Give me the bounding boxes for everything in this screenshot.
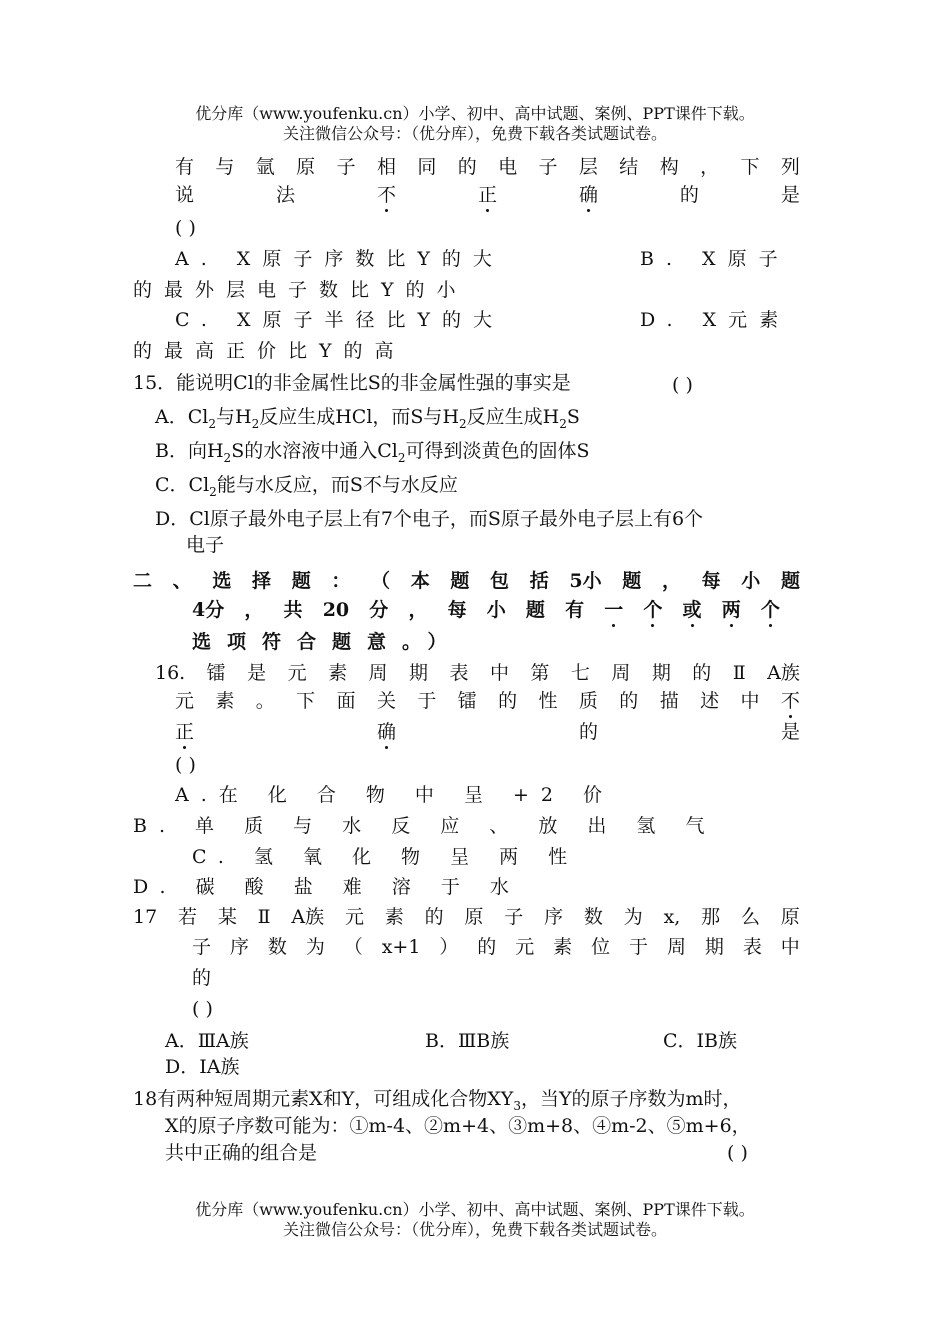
q17-option-a: A．ⅢA族 — [165, 1030, 249, 1052]
header-line-2: 关注微信公众号：（优分库），免费下载各类试题试卷。 — [282, 124, 667, 143]
q18-answer-paren: ( ) — [727, 1142, 748, 1164]
q14-option-b-part1: B. X原子 — [640, 248, 790, 270]
section-2-heading-line-2: 4分 ， 共 20 分 ， 每 小 题 有 一 个 或 两 个 — [192, 599, 780, 621]
q16-option-c: C. 氢 氧 化 物 呈 两 性 — [192, 846, 580, 868]
q17-option-d: D．ⅠA族 — [165, 1056, 240, 1078]
section-2-heading-line-3: 选项符合题意。） — [192, 631, 463, 653]
q15-option-d-line-1: D．Cl原子最外电子层上有7个电子，而S原子最外电子层上有6个 — [155, 508, 704, 530]
q14-stem-line-1: 有 与 氩 原 子 相 同 的 电 子 层 结 构 ， 下 列 — [175, 156, 800, 178]
q16-option-b: B. 单 质 与 水 反 应 、 放 出 氢 气 — [133, 815, 717, 837]
q14-option-d-part2: 的最高正价比Y的高 — [133, 340, 406, 362]
q16-stem-line-1: 16. 镭 是 元 素 周 期 表 中 第 七 周 期 的 Ⅱ A族 — [155, 662, 800, 684]
emphasis-mark: 一 — [604, 599, 624, 621]
q15-answer-paren: ( ) — [672, 374, 693, 396]
emphasis-mark: 确 — [376, 721, 396, 743]
q15-option-a: A．$Cl_2$与$H_2$反应生成HCl，而S与$H_2$反应生成$H_2S$ — [155, 406, 580, 431]
q14-stem-line-2: 说 法 不 正 确 的 是 — [175, 184, 800, 206]
q14-option-c: C. X原子半径比Y的大 — [175, 309, 505, 331]
q18-stem-line-1: 18有两种短周期元素X和Y，可组成化合物$XY_3$，当Y的原子序数为m时， — [133, 1088, 742, 1113]
q14-option-d-part1: D. X元素 — [640, 309, 791, 331]
q18-stem-line-3: 共中正确的组合是 — [165, 1142, 318, 1164]
q14-answer-paren: ( ) — [175, 217, 196, 239]
emphasis-mark: 不 — [376, 184, 396, 206]
q18-stem-line-2: X的原子序数可能为：①m-4、②m+4、③m+8、④m-2、⑤m+6， — [165, 1115, 751, 1137]
footer-line-1: 优分库（www.youfenku.cn）小学、初中、高中试题、案例、PPT课件下载。 — [195, 1200, 755, 1219]
q16-stem-line-2: 元 素 。 下 面 关 于 镭 的 性 质 的 描 述 中 不 — [175, 690, 800, 712]
emphasis-mark: 确 — [578, 184, 598, 206]
q14-option-b-part2: 的最外层电子数比Y的小 — [133, 279, 468, 301]
emphasis-mark: 或 — [682, 599, 702, 621]
q14-option-a: A. X原子序数比Y的大 — [175, 248, 504, 270]
footer-line-2: 关注微信公众号：（优分库），免费下载各类试题试卷。 — [282, 1220, 667, 1239]
emphasis-mark: 个 — [760, 599, 780, 621]
emphasis-mark: 正 — [175, 721, 195, 743]
q15-option-b: B．向$H_2S$的水溶液中通入$Cl_2$可得到淡黄色的固体S — [155, 440, 590, 465]
emphasis-mark: 个 — [643, 599, 663, 621]
q16-stem-line-3: 正 确 的 是 — [175, 721, 800, 743]
q16-option-d: D. 碳 酸 盐 难 溶 于 水 — [133, 876, 521, 898]
section-2-heading-line-1: 二 、 选 择 题 ： （ 本 题 包 括 5小 题 ， 每 小 题 — [133, 570, 800, 592]
emphasis-mark: 正 — [477, 184, 497, 206]
q16-answer-paren: ( ) — [175, 754, 196, 776]
q15-option-c: C．$Cl_2$能与水反应，而S不与水反应 — [155, 474, 458, 499]
q16-option-a: A.在 化 合 物 中 呈 +2 价 — [175, 784, 615, 806]
q17-stem-line-3: 的 — [192, 967, 212, 989]
q17-option-c: C．ⅠB族 — [663, 1030, 738, 1052]
emphasis-mark: 两 — [721, 599, 741, 621]
q17-stem-line-2: 子 序 数 为 （ x+1 ） 的 元 素 位 于 周 期 表 中 — [192, 936, 800, 958]
q17-answer-paren: ( ) — [192, 998, 213, 1020]
header-line-1: 优分库（www.youfenku.cn）小学、初中、高中试题、案例、PPT课件下载。 — [195, 104, 755, 123]
q17-option-b: B．ⅢB族 — [425, 1030, 510, 1052]
q15-option-d-line-2: 电子 — [186, 534, 225, 556]
q15-stem: 15．能说明Cl的非金属性比S的非金属性强的事实是 — [133, 372, 571, 394]
emphasis-mark: 不 — [780, 690, 800, 712]
q17-stem-line-1: 17 若 某 Ⅱ A族 元 素 的 原 子 序 数 为 x, 那 么 原 — [133, 906, 800, 928]
